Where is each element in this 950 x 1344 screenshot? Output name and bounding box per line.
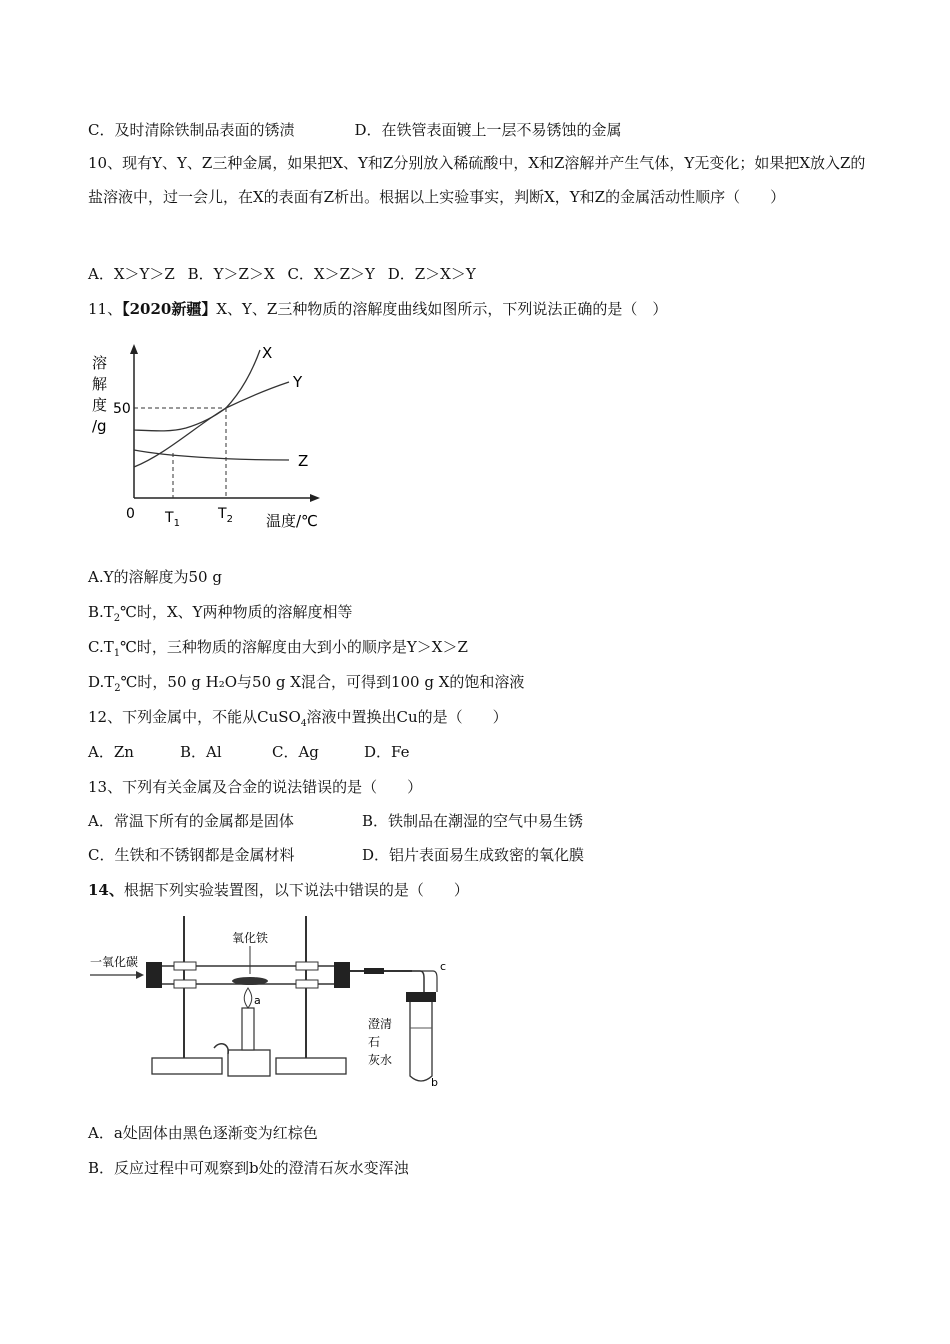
apparatus-figure [88,908,458,1088]
q11-option-c-sub: 1 [113,648,121,659]
q12-option-d: D．Fe [364,743,410,761]
q14-option-a: A．a处固体由黑色逐渐变为红棕色 [88,1124,318,1142]
clamp-right-bottom [296,980,318,988]
q11-option-d-post: ℃时，50 g H₂O与50 g X混合，可得到100 g X的饱和溶液 [120,673,525,691]
q10-option-a: A．X＞Y＞Z [88,265,175,283]
q10-option-b: B．Y＞Z＞X [187,265,275,283]
q14-stem-text: 根据下列实验装置图，以下说法中错误的是（ ） [123,881,469,899]
stopper-left [146,962,162,988]
iron-oxide-label: 氧化铁 [232,931,269,945]
chart-origin-label: 0 [126,506,135,522]
q13-stem: 13、下列有关金属及合金的说法错误的是（ ） [88,778,423,796]
test-tube [410,1002,432,1081]
q12-option-a: A．Zn [88,743,134,761]
chart-t1-label: $T_1$ [165,510,180,529]
q12-stem-post: 溶液中置换出Cu的是（ ） [306,708,508,726]
clamp-right-top [296,962,318,970]
stopper-right [334,962,350,988]
q11-source: 【2020新疆】 [122,300,217,318]
q11-option-c [88,636,468,659]
solubility-chart [86,336,336,536]
chart-xlabel: 温度/℃ [266,512,318,530]
q11-option-b-sub: 2 [113,613,121,624]
q12-stem [88,706,508,729]
burner-flame [244,988,252,1008]
stand-base-right [276,1058,346,1074]
q9-option-d: D．在铁管表面镀上一层不易锈蚀的金属 [354,121,622,139]
q11-option-d [88,671,524,694]
q9-option-c: C．及时清除铁制品表面的锈渍 [88,121,295,139]
q11-option-b-pre: B.T [88,603,114,621]
rubber-connector [364,968,384,974]
co-inlet-arrowhead [136,971,144,979]
q11-stem-text: X、Y、Z三种物质的溶解度曲线如图所示，下列说法正确的是（ ） [216,300,668,318]
q13-option-b: B．铁制品在潮湿的空气中易生锈 [362,812,584,830]
q9-options-row [88,119,622,140]
iron-oxide-pile [232,977,268,985]
q11-option-b-post: ℃时，X、Y两种物质的溶解度相等 [120,603,353,621]
lime-label-1: 澄清 [368,1017,393,1031]
q12-stem-sub: 4 [300,719,307,729]
q11-option-b [88,601,353,624]
q12-option-c: C．Ag [272,743,319,761]
q10-option-c: C．X＞Z＞Y [287,265,375,283]
burner-valve [214,1044,228,1054]
burner-body [228,1050,270,1076]
q14-number: 14、 [88,881,124,899]
chart-ylabel-3: 度 [92,396,108,414]
q11-option-c-pre: C.T [88,638,114,656]
q13-options-row-1 [88,810,583,831]
lime-label-3: 灰水 [368,1053,393,1067]
q10-stem: 10、现有Y、Y、Z三种金属，如果把X、Y和Z分别放入稀硫酸中，X和Z溶解并产生气体，Y无变化；如果把X放入Z的盐溶液中，过一会儿，在X的表面有Z析出。根据以上实验事实，判断X，Y和Z的金属活动性顺序（ ） [88,154,866,206]
q11-option-d-sub: 2 [114,683,121,694]
chart-ylabel-2: 解 [92,375,108,393]
q12-option-b: B．Al [180,743,222,761]
q13-option-c: C．生铁和不锈钢都是金属材料 [88,846,295,864]
q11-option-c-post: ℃时，三种物质的溶解度由大到小的顺序是Y＞X＞Z [120,638,468,656]
q10-option-d: D．Z＞X＞Y [387,265,476,283]
chart-t2-label: $T_2$ [218,506,233,525]
curve-x [134,350,260,431]
label-c: c [440,960,447,973]
q11-option-d-pre: D.T [88,673,115,691]
stand-base-left [152,1058,222,1074]
clamp-left-bottom [174,980,196,988]
label-b: b [431,1076,438,1088]
chart-y-arrow [130,344,138,354]
q14-option-b: B．反应过程中可观察到b处的澄清石灰水变浑浊 [88,1159,409,1177]
curve-x-label: X [262,344,273,362]
curve-y-label: Y [293,373,303,391]
q12-stem-pre: 12、下列金属中，不能从CuSO [88,708,301,726]
label-a: a [254,994,261,1007]
q11-number: 11、 [88,300,123,318]
q10-options-row [88,263,476,284]
burner-neck [242,1008,254,1050]
q14-stem [88,879,469,900]
chart-ylabel-1: 溶 [92,354,108,372]
lime-label-2: 石 [368,1035,381,1049]
co-label: 一氧化碳 [90,955,139,969]
q12-options-row [88,741,456,762]
q13-options-row-2 [88,844,584,865]
q13-option-d: D．铝片表面易生成致密的氧化膜 [362,846,585,864]
clamp-left-top [174,962,196,970]
test-tube-mouth [406,992,436,1002]
chart-x-arrow [310,494,320,502]
q11-option-a: A.Y的溶解度为50 g [88,568,222,586]
q13-option-a: A．常温下所有的金属都是固体 [88,812,294,830]
chart-ylabel-4: /g [92,417,107,435]
q11-stem [88,298,667,319]
curve-y [134,382,289,467]
curve-z-label: Z [298,452,309,470]
chart-y50-label: 50 [113,401,131,417]
